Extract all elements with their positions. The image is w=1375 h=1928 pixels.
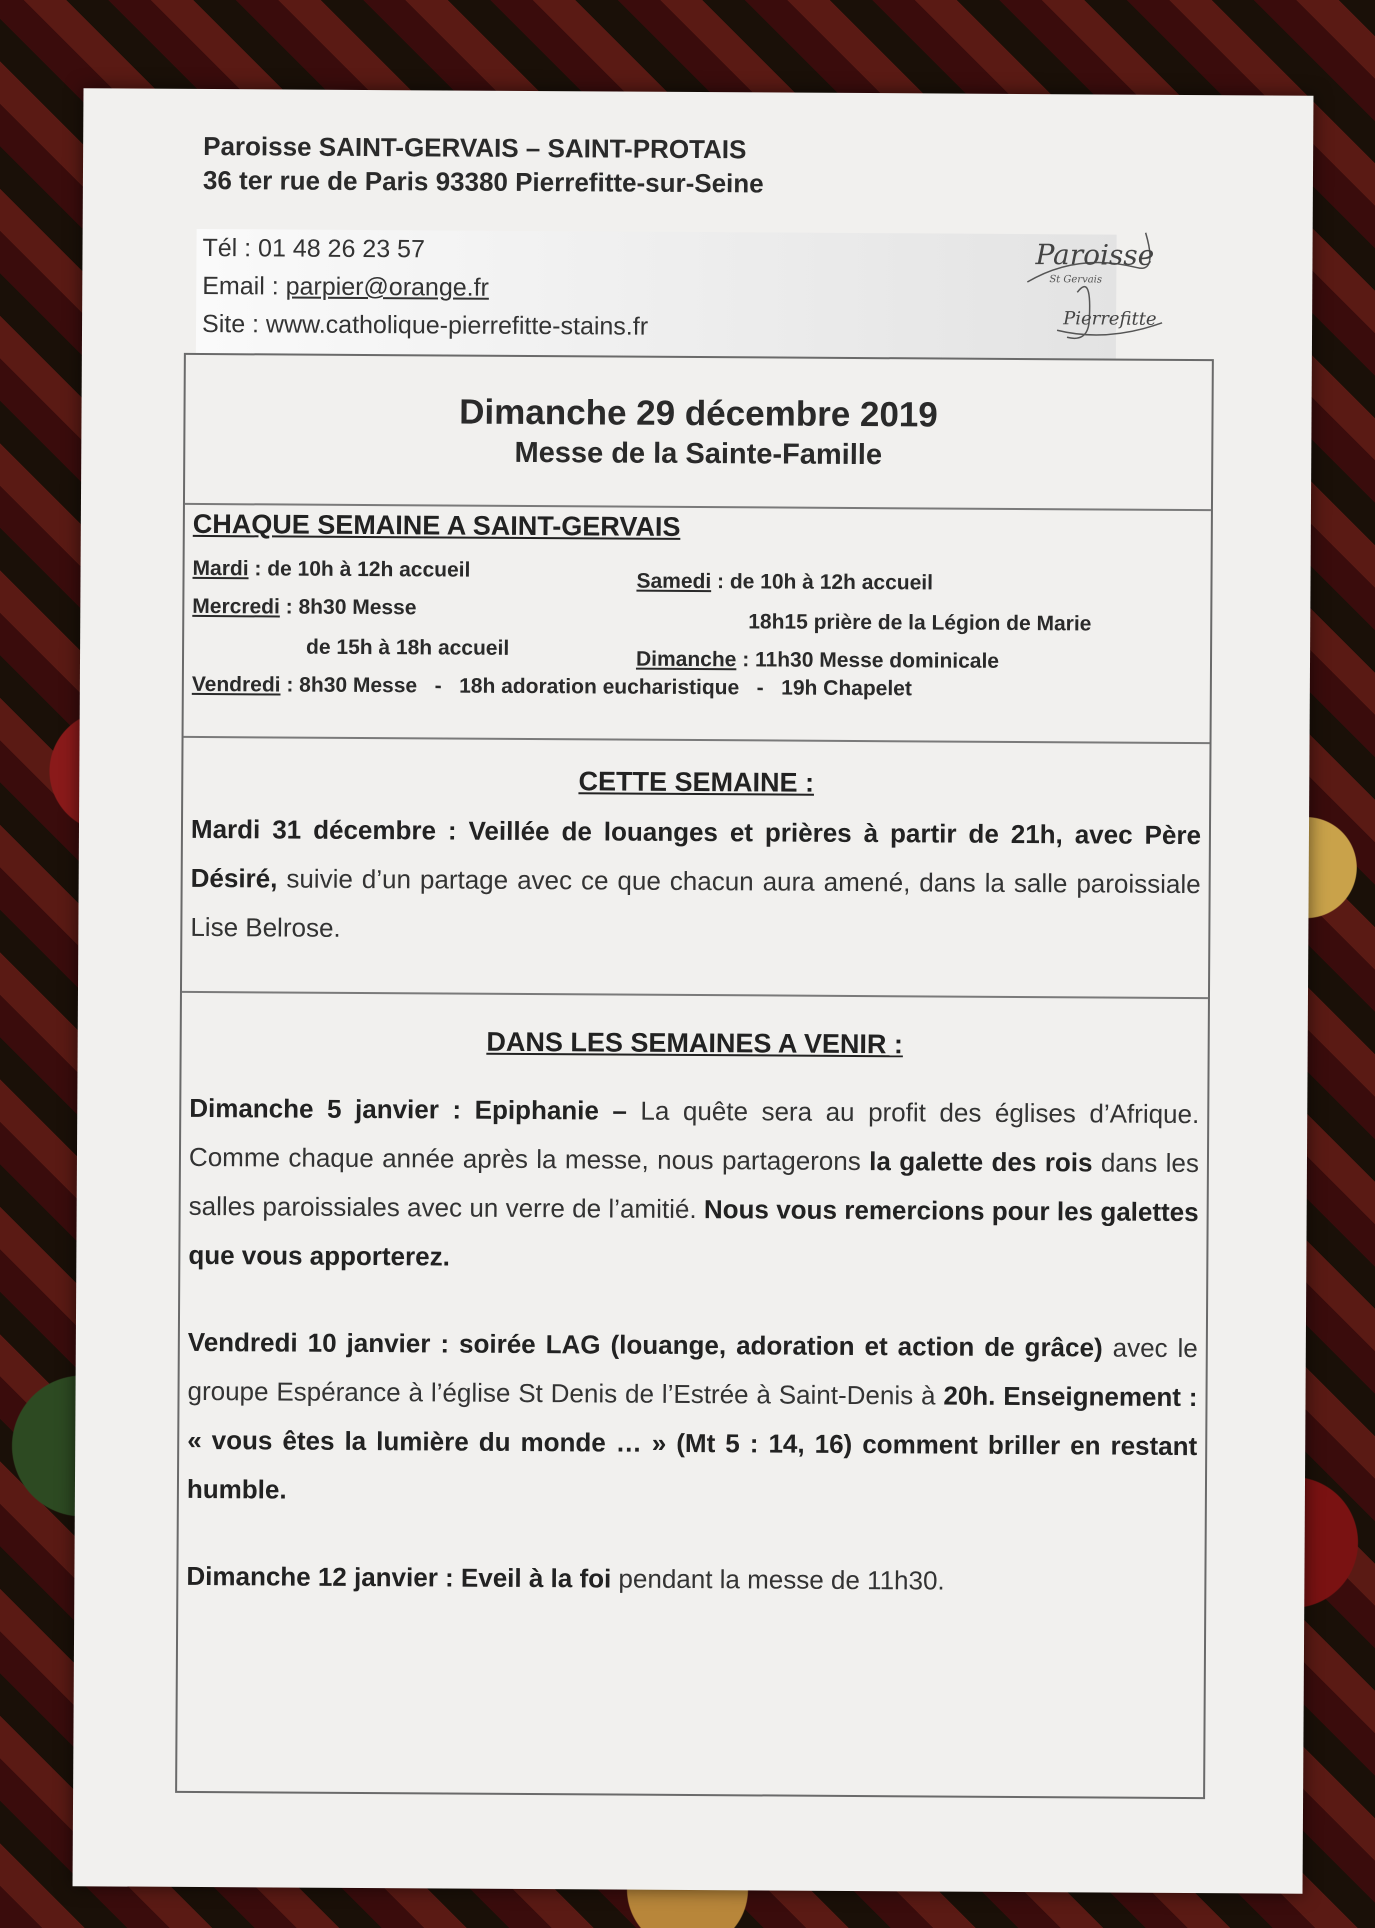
schedule-vendredi (192, 673, 912, 701)
schedule-samedi-2: 18h15 prière de la Légion de Marie (748, 610, 1092, 636)
this-week-text: suivie d’un partage avec ce que chacun aura amené, dans la salle paroissiale Lise Belrose. (190, 863, 1201, 943)
schedule-mercredi-2: de 15h à 18h accueil (306, 635, 510, 660)
upcoming-event-lag (179, 1280, 1206, 1520)
day-label-dimanche: Dimanche (635, 647, 737, 672)
upcoming-section (177, 993, 1208, 1799)
day-label-mercredi: Mercredi (192, 594, 280, 619)
schedule-text-mardi: : de 10h à 12h accueil (248, 557, 471, 582)
website-line[interactable]: Site : www.catholique-pierrefitte-stains.fr (201, 309, 649, 341)
schedule-mardi (192, 557, 470, 583)
parish-bulletin-sheet (73, 88, 1314, 1893)
schedule-dimanche (636, 648, 999, 674)
event-epiphanie-title: Dimanche 5 janvier : Epiphanie – (189, 1092, 628, 1126)
weekly-heading: CHAQUE SEMAINE A SAINT-GERVAIS (192, 508, 681, 542)
schedule-text-dimanche: : 11h30 Messe dominicale (736, 648, 1000, 673)
event-eveil-title: Dimanche 12 janvier : Eveil à la foi (186, 1560, 612, 1594)
email-link[interactable]: parpier@orange.fr (285, 272, 490, 302)
mass-title: Messe de la Sainte-Famille (514, 436, 883, 472)
this-week-paragraph (182, 795, 1209, 958)
event-eveil-text: pendant la messe de 11h30. (611, 1563, 945, 1596)
event-epiphanie-text2: dans les salles paroissiales avec un verre de l’amitié. (188, 1147, 1200, 1225)
event-lag-text: avec le groupe Espérance à l’église St Denis de l’Estrée à Saint-Denis à (187, 1332, 1198, 1411)
schedule-text-mercredi: : 8h30 Messe (279, 595, 417, 620)
bulletin-date: Dimanche 29 décembre 2019 (459, 392, 938, 435)
event-epiphanie-thanks: Nous vous remercions pour les galettes que vous apporterez. (188, 1194, 1199, 1272)
parish-logo (1017, 212, 1168, 353)
weekly-schedule-section (184, 505, 1211, 744)
logo-text-saint: St Gervais (1049, 274, 1103, 286)
this-week-bold: Mardi 31 décembre : Veillée de louanges et prières à partir de 21h, avec Père Désiré, (190, 813, 1202, 894)
logo-text-pierrefitte: Pierrefitte (1063, 308, 1157, 330)
parish-header (203, 129, 1263, 203)
upcoming-event-eveil (178, 1514, 1205, 1607)
email-line (196, 267, 1116, 311)
contact-box (196, 229, 1117, 359)
upcoming-heading: DANS LES SEMAINES A VENIR : (486, 1026, 904, 1060)
parish-logo-icon (1017, 212, 1168, 353)
event-epiphanie-text: La quête sera au profit des églises d’Afrique. Comme chaque année après la messe, nous partagerons (188, 1095, 1200, 1177)
upcoming-event-epiphanie (180, 1056, 1207, 1286)
bulletin-frame (175, 353, 1214, 1799)
schedule-text-vendredi: : 8h30 Messe - 18h adoration eucharistique - 19h Chapelet (280, 673, 912, 701)
day-label-vendredi: Vendredi (191, 672, 281, 697)
email-label: Email : (202, 271, 286, 301)
title-section (185, 355, 1212, 511)
this-week-section (182, 738, 1210, 999)
this-week-heading: CETTE SEMAINE : (578, 766, 815, 798)
event-epiphanie-galette: la galette des rois (869, 1146, 1093, 1178)
phone-line: Tél : 01 48 26 23 57 (202, 233, 426, 264)
schedule-text-samedi: : de 10h à 12h accueil (711, 570, 934, 595)
parish-name: Paroisse SAINT-GERVAIS – SAINT-PROTAIS (203, 130, 747, 165)
event-lag-teaching: 20h. Enseignement : « vous êtes la lumière du monde … » (Mt 5 : 14, 16) comment briller en restant humble. (186, 1380, 1198, 1505)
logo-text-paroisse: Paroisse (1035, 238, 1155, 272)
day-label-samedi: Samedi (636, 569, 712, 594)
schedule-samedi (636, 570, 933, 596)
day-label-mardi: Mardi (192, 556, 249, 581)
event-lag-title: Vendredi 10 janvier : soirée LAG (louange, adoration et action de grâce) (187, 1326, 1103, 1363)
schedule-mercredi (192, 595, 416, 620)
parish-address: 36 ter rue de Paris 93380 Pierrefitte-sur-Seine (202, 164, 764, 199)
